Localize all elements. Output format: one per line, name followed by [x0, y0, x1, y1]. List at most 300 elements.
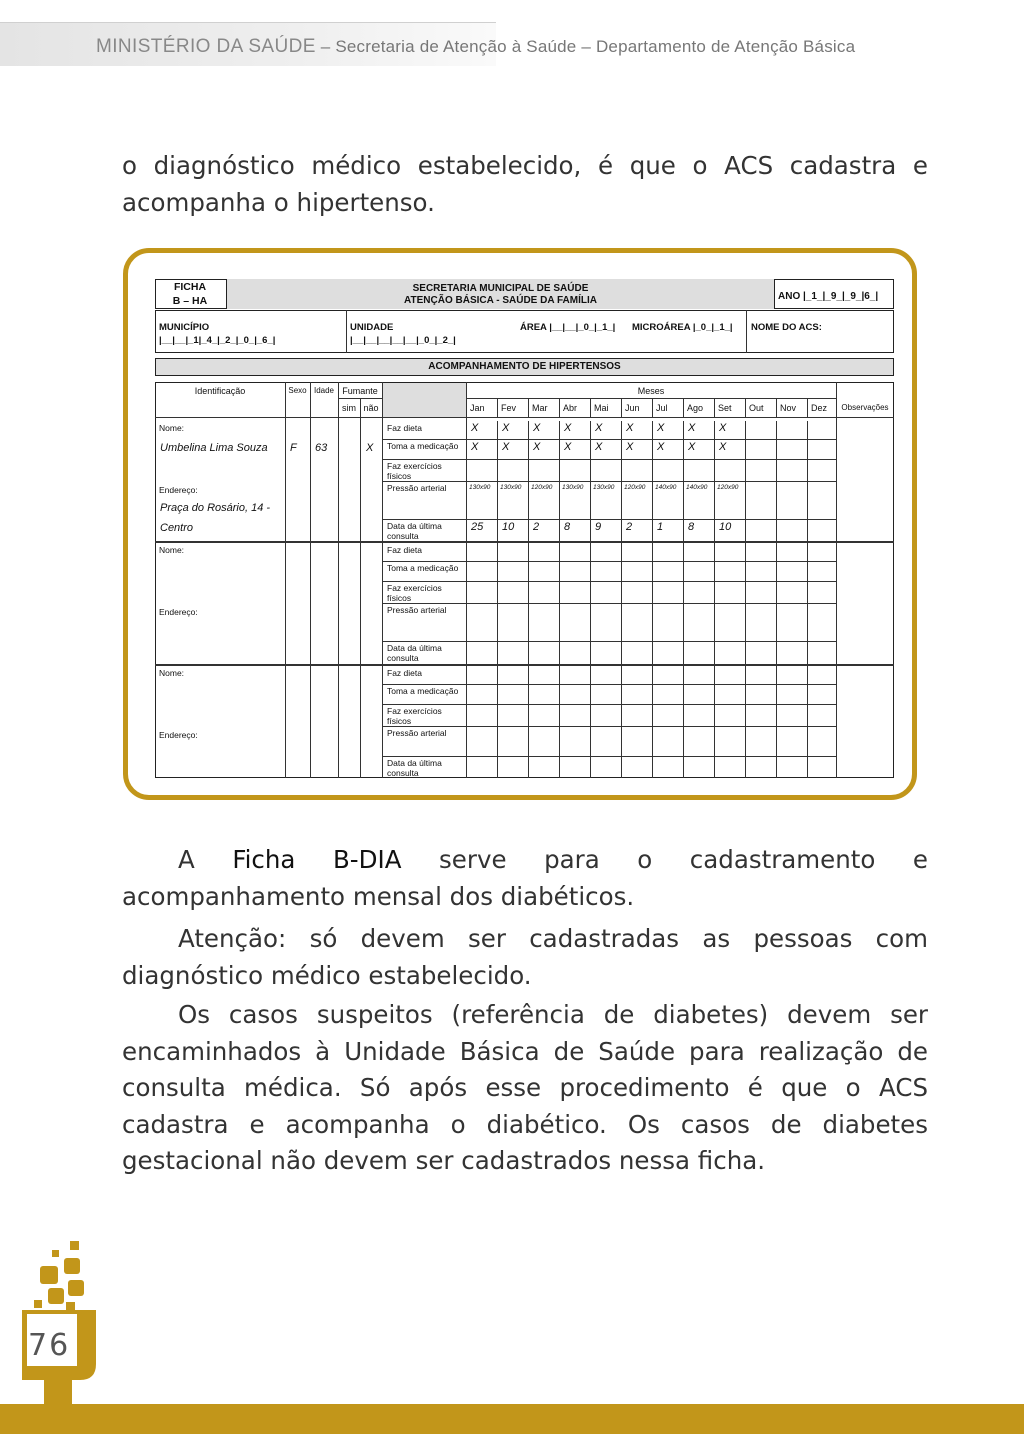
grid-line — [807, 581, 808, 603]
col-fumante: Fumante — [342, 386, 378, 396]
grid-line — [528, 439, 529, 459]
grid-line — [714, 519, 715, 542]
grid-line — [497, 726, 498, 756]
patient-pressao-value: 130x90 — [562, 484, 584, 491]
grid-line — [466, 398, 836, 399]
grid-line — [528, 459, 529, 481]
grid-line — [590, 481, 591, 519]
grid-line — [382, 726, 836, 727]
grid-line — [621, 519, 622, 542]
grid-line — [807, 756, 808, 778]
grid-line — [683, 421, 684, 439]
grid-line — [528, 581, 529, 603]
grid-line — [382, 519, 836, 520]
grid-line — [590, 603, 591, 641]
grid-line — [776, 561, 777, 581]
grid-line — [590, 519, 591, 542]
grid-line — [683, 519, 684, 542]
month-header: Fev — [501, 403, 517, 413]
grid-line — [683, 756, 684, 778]
grid-line — [590, 684, 591, 704]
patient-faz-dieta-value: X — [564, 422, 572, 434]
grid-line — [776, 666, 777, 684]
grid-line — [745, 756, 746, 778]
grid-line — [559, 756, 560, 778]
running-header — [0, 0, 1024, 70]
grid-line — [621, 543, 622, 561]
grid-line — [776, 459, 777, 481]
month-header: Abr — [563, 403, 578, 413]
grid-line — [621, 398, 622, 417]
grid-line — [776, 581, 777, 603]
grid-line — [497, 398, 498, 417]
patient-address-2: Centro — [160, 522, 194, 534]
grid-line — [621, 439, 622, 459]
grid-line — [776, 439, 777, 459]
grid-line — [590, 581, 591, 603]
endereco-label: Endereço: — [159, 485, 198, 495]
paragraph-atencao — [122, 921, 928, 994]
patient-pressao-value: 120x90 — [531, 484, 553, 491]
patient-toma-medicacao-value: X — [688, 441, 696, 453]
patient-pressao-value: 120x90 — [717, 484, 739, 491]
grid-line — [382, 684, 836, 685]
grid-line — [528, 421, 529, 439]
grid-line — [497, 581, 498, 603]
patient-address-1: Praça do Rosário, 14 - — [160, 502, 271, 514]
grid-line — [590, 561, 591, 581]
grid-line — [683, 603, 684, 641]
patient-pressao-value: 130x90 — [593, 484, 615, 491]
grid-line — [652, 581, 653, 603]
grid-line — [807, 519, 808, 542]
grid-line — [745, 666, 746, 684]
grid-line — [683, 543, 684, 561]
grid-line — [807, 421, 808, 439]
grid-line — [621, 459, 622, 481]
grid-line — [559, 581, 560, 603]
grid-line — [652, 421, 653, 439]
grid-line — [382, 561, 836, 562]
row-label: Faz exercícios físicos — [387, 583, 442, 603]
nome-acs-field: NOME DO ACS: — [751, 322, 822, 333]
grid-line — [559, 704, 560, 726]
p1-pre: A — [178, 845, 233, 874]
paragraph-casos-suspeitos — [122, 997, 928, 1180]
grid-line — [652, 398, 653, 417]
grid-line — [382, 481, 836, 482]
row-label: Pressão arterial — [387, 483, 447, 493]
grid-line — [807, 726, 808, 756]
patient-faz-dieta-value: X — [471, 422, 479, 434]
grid-line — [559, 519, 560, 542]
patient-toma-medicacao-value: X — [719, 441, 727, 453]
grid-line — [714, 704, 715, 726]
grid-line — [621, 481, 622, 519]
grid-line — [683, 666, 684, 684]
grid-line — [652, 481, 653, 519]
municipio-label: MUNICÍPIO — [159, 322, 210, 333]
patient-toma-medicacao-value: X — [657, 441, 665, 453]
patient-pressao-value: 130x90 — [469, 484, 491, 491]
row-label: Pressão arterial — [387, 728, 447, 738]
grid-line — [745, 726, 746, 756]
month-header: Nov — [780, 403, 797, 413]
row-label: Pressão arterial — [387, 605, 447, 615]
p1-post: serve para o cadastramento e acompanhamento mensal dos diabéticos. — [122, 845, 928, 911]
grid-line — [652, 603, 653, 641]
patient-ultima-consulta-value: 1 — [657, 521, 664, 533]
grid-line — [776, 726, 777, 756]
grid-line — [155, 417, 894, 418]
grid-line — [528, 704, 529, 726]
patient-toma-medicacao-value: X — [471, 441, 479, 453]
grid-line — [497, 459, 498, 481]
grid-line — [652, 756, 653, 778]
grid-line — [807, 459, 808, 481]
grid-line — [528, 519, 529, 542]
header-ministry: MINISTÉRIO DA SAÚDE — [96, 36, 316, 57]
patient-toma-medicacao-value: X — [533, 441, 541, 453]
patient-ultima-consulta-value: 8 — [688, 521, 695, 533]
patient-ultima-consulta-value: 8 — [564, 521, 571, 533]
patient-faz-dieta-value: X — [595, 422, 603, 434]
grid-line — [466, 382, 467, 778]
ano-field: ANO |_1_|_9_|_9_|6_| — [778, 291, 879, 302]
grid-line — [745, 684, 746, 704]
grid-line — [683, 704, 684, 726]
grid-line — [652, 439, 653, 459]
row-label: Toma a medicação — [387, 563, 459, 573]
grid-line — [528, 561, 529, 581]
grid-line — [559, 666, 560, 684]
grid-line — [776, 481, 777, 519]
grid-line — [652, 641, 653, 664]
section-title: ACOMPANHAMENTO DE HIPERTENSOS — [428, 361, 621, 372]
grid-line — [590, 641, 591, 664]
month-header: Ago — [687, 403, 704, 413]
grid-line — [714, 756, 715, 778]
patient-ultima-consulta-value: 9 — [595, 521, 602, 533]
grid-line — [528, 666, 529, 684]
grid-line — [807, 603, 808, 641]
header-rule — [0, 22, 496, 23]
header-text — [96, 36, 855, 58]
patient-toma-medicacao-value: X — [626, 441, 634, 453]
patient-block-divider — [155, 541, 894, 543]
p2-text: Atenção: só devem ser cadastradas as pessoas com diagnóstico médico estabelecido. — [122, 924, 928, 990]
month-header: Mar — [532, 403, 548, 413]
patient-ultima-consulta-value: 10 — [719, 521, 732, 533]
patient-faz-dieta-value: X — [657, 422, 665, 434]
grid-line — [382, 581, 836, 582]
grid-line — [497, 704, 498, 726]
grid-line — [745, 704, 746, 726]
p1-bold: Ficha B-DIA — [232, 845, 402, 874]
grid-line — [590, 459, 591, 481]
grid-line — [590, 439, 591, 459]
patient-pressao-value: 140x90 — [655, 484, 677, 491]
endereco-label: Endereço: — [159, 730, 198, 740]
grid-line — [559, 421, 560, 439]
grid-line — [382, 756, 836, 757]
nome-label: Nome: — [159, 423, 185, 433]
grid-line — [559, 641, 560, 664]
grid-line — [559, 726, 560, 756]
grid-line — [559, 684, 560, 704]
grid-line — [714, 603, 715, 641]
municipio-value: |__|__|_1|_4_|_2_|_0_|_6_| — [159, 335, 276, 346]
grid-line — [714, 543, 715, 561]
month-header: Out — [749, 403, 764, 413]
month-header: Set — [718, 403, 732, 413]
grid-line — [497, 543, 498, 561]
patient-sex: F — [290, 442, 297, 454]
grid-line — [559, 561, 560, 581]
grid-line — [776, 603, 777, 641]
endereco-label: Endereço: — [159, 607, 198, 617]
grid-line — [652, 543, 653, 561]
col-idade: Idade — [313, 386, 335, 395]
grid-line — [621, 726, 622, 756]
month-header: Jun — [625, 403, 640, 413]
grid-line — [776, 756, 777, 778]
patient-block-divider — [155, 664, 894, 666]
patient-faz-dieta-value: X — [626, 422, 634, 434]
grid-line — [807, 704, 808, 726]
col-identificacao: Identificação — [194, 386, 246, 396]
row-label: Faz exercícios físicos — [387, 706, 442, 726]
grid-line — [745, 459, 746, 481]
grid-line — [776, 519, 777, 542]
patient-pressao-value: 120x90 — [624, 484, 646, 491]
month-header: Mai — [594, 403, 609, 413]
grid-line — [590, 704, 591, 726]
grid-line — [559, 543, 560, 561]
grid-line — [590, 421, 591, 439]
grid-line — [528, 684, 529, 704]
grid-line — [714, 666, 715, 684]
grid-line — [836, 382, 837, 778]
row-label: Faz exercícios físicos — [387, 461, 442, 481]
grid-line — [382, 439, 836, 440]
grid-line — [497, 519, 498, 542]
grid-line — [360, 398, 361, 778]
decorative-logo-icon — [0, 1238, 100, 1408]
grid-line — [714, 581, 715, 603]
grid-line — [807, 641, 808, 664]
grid-line — [683, 561, 684, 581]
grid-line — [621, 684, 622, 704]
row-label: Faz dieta — [387, 545, 422, 555]
nome-label: Nome: — [159, 668, 185, 678]
grid-line — [652, 726, 653, 756]
patient-faz-dieta-value: X — [688, 422, 696, 434]
grid-line — [528, 398, 529, 417]
grid-line — [382, 603, 836, 604]
col-sim: sim — [342, 403, 356, 413]
grid-line — [652, 459, 653, 481]
ficha-label-1: FICHA — [173, 281, 207, 293]
grid-line — [590, 726, 591, 756]
grid-line — [683, 481, 684, 519]
grid-line — [683, 641, 684, 664]
grid-line — [382, 459, 836, 460]
grid-line — [497, 421, 498, 439]
month-header: Jul — [656, 403, 668, 413]
unidade-label: UNIDADE — [350, 322, 394, 333]
grid-line — [559, 459, 560, 481]
grid-line — [807, 666, 808, 684]
grid-line — [745, 543, 746, 561]
grid-line — [497, 481, 498, 519]
row-label: Toma a medicação — [387, 686, 459, 696]
grid-line — [745, 603, 746, 641]
grid-line — [714, 684, 715, 704]
grid-line — [382, 704, 836, 705]
grid-line — [776, 704, 777, 726]
grid-line — [745, 439, 746, 459]
grid-line — [807, 684, 808, 704]
patient-age: 63 — [315, 442, 328, 454]
col-nao: não — [363, 403, 379, 413]
grid-line — [559, 603, 560, 641]
grid-line — [745, 481, 746, 519]
grid-line — [745, 421, 746, 439]
grid-line — [745, 519, 746, 542]
grid-line — [776, 421, 777, 439]
grid-line — [652, 704, 653, 726]
col-observacoes: Observações — [841, 403, 889, 412]
page-number: 76 — [28, 1328, 71, 1363]
grid-line — [714, 561, 715, 581]
col-sexo: Sexo — [288, 386, 307, 395]
grid-line — [714, 421, 715, 439]
patient-faz-dieta-value: X — [719, 422, 727, 434]
month-header: Dez — [811, 403, 828, 413]
grid-line — [310, 382, 311, 778]
grid-line — [652, 666, 653, 684]
grid-line — [807, 439, 808, 459]
grid-line — [621, 561, 622, 581]
grid-line — [652, 519, 653, 542]
grid-line — [652, 684, 653, 704]
grid-line — [621, 641, 622, 664]
col-meses: Meses — [637, 386, 665, 396]
grid-line — [497, 603, 498, 641]
grid-line — [683, 398, 684, 417]
patient-toma-medicacao-value: X — [564, 441, 572, 453]
footer-bar — [0, 1404, 1024, 1434]
grid-line — [714, 481, 715, 519]
patient-toma-medicacao-value: X — [502, 441, 510, 453]
unidade-value: |__|__|__|__|__|_0_|_2_| — [350, 335, 456, 346]
patient-ultima-consulta-value: 25 — [471, 521, 484, 533]
grid-line — [528, 543, 529, 561]
grid-line — [683, 439, 684, 459]
row-label: Data da última consulta — [387, 521, 442, 541]
grid-line — [559, 439, 560, 459]
grid-line — [497, 439, 498, 459]
patient-ultima-consulta-value: 2 — [626, 521, 633, 533]
row-label: Data da última consulta — [387, 643, 442, 663]
month-header: Jan — [470, 403, 485, 413]
patient-ultima-consulta-value: 10 — [502, 521, 515, 533]
grid-line — [621, 756, 622, 778]
grid-line — [714, 398, 715, 417]
grid-line — [621, 704, 622, 726]
area-field: ÁREA |__|__|_0_|_1_| — [520, 322, 616, 333]
grid-line — [683, 684, 684, 704]
grid-line — [528, 756, 529, 778]
grid-line — [807, 481, 808, 519]
row-label: Toma a medicação — [387, 441, 459, 451]
grid-line — [528, 481, 529, 519]
grid-line — [652, 561, 653, 581]
label-header-shade — [383, 383, 466, 417]
grid-line — [745, 581, 746, 603]
grid-line — [621, 603, 622, 641]
grid-line — [528, 726, 529, 756]
paragraph-ficha-b-dia — [122, 842, 928, 915]
grid-line — [683, 581, 684, 603]
grid-line — [745, 398, 746, 417]
grid-line — [497, 561, 498, 581]
grid-line — [714, 459, 715, 481]
row-label: Data da última consulta — [387, 758, 442, 778]
grid-line — [621, 421, 622, 439]
grid-line — [807, 561, 808, 581]
grid-line — [382, 641, 836, 642]
grid-line — [528, 641, 529, 664]
patient-name: Umbelina Lima Souza — [160, 442, 268, 454]
grid-line — [776, 398, 777, 417]
grid-line — [683, 726, 684, 756]
grid-line — [590, 398, 591, 417]
ficha-label-2: B – HA — [172, 295, 208, 307]
grid-line — [497, 666, 498, 684]
row-label: Faz dieta — [387, 423, 422, 433]
header-department: – Secretaria de Atenção à Saúde – Departamento de Atenção Básica — [315, 37, 856, 56]
patient-pressao-value: 130x90 — [500, 484, 522, 491]
grid-line — [528, 603, 529, 641]
grid-line — [285, 382, 286, 778]
grid-line — [683, 459, 684, 481]
grid-line — [714, 726, 715, 756]
grid-line — [807, 398, 808, 417]
grid-line — [714, 641, 715, 664]
grid-line — [590, 756, 591, 778]
grid-line — [745, 641, 746, 664]
p3-text: Os casos suspeitos (referência de diabetes) devem ser encaminhados à Unidade Básica de Saúde para realização de consulta médica. Só após esse procedimento é que o ACS cadastra e acompanha o diabético. Os casos de diabetes gestacional não devem ser cadastrados nessa ficha. — [122, 1000, 928, 1175]
grid-line — [776, 543, 777, 561]
grid-line — [559, 398, 560, 417]
intro-paragraph: o diagnóstico médico estabelecido, é que o ACS cadastra e acompanha o hipertenso. — [122, 151, 928, 217]
secretaria-line-1: SECRETARIA MUNICIPAL DE SAÚDE — [412, 283, 589, 294]
grid-line — [714, 439, 715, 459]
secretaria-line-2: ATENÇÃO BÁSICA - SAÚDE DA FAMÍLIA — [404, 295, 597, 306]
grid-line — [590, 666, 591, 684]
grid-line — [621, 581, 622, 603]
grid-line — [807, 543, 808, 561]
grid-line — [497, 756, 498, 778]
grid-line — [382, 382, 383, 778]
patient-fumante-nao: X — [366, 442, 374, 454]
patient-pressao-value: 140x90 — [686, 484, 708, 491]
grid-line — [776, 641, 777, 664]
grid-line — [338, 398, 382, 399]
patient-ultima-consulta-value: 2 — [533, 521, 540, 533]
